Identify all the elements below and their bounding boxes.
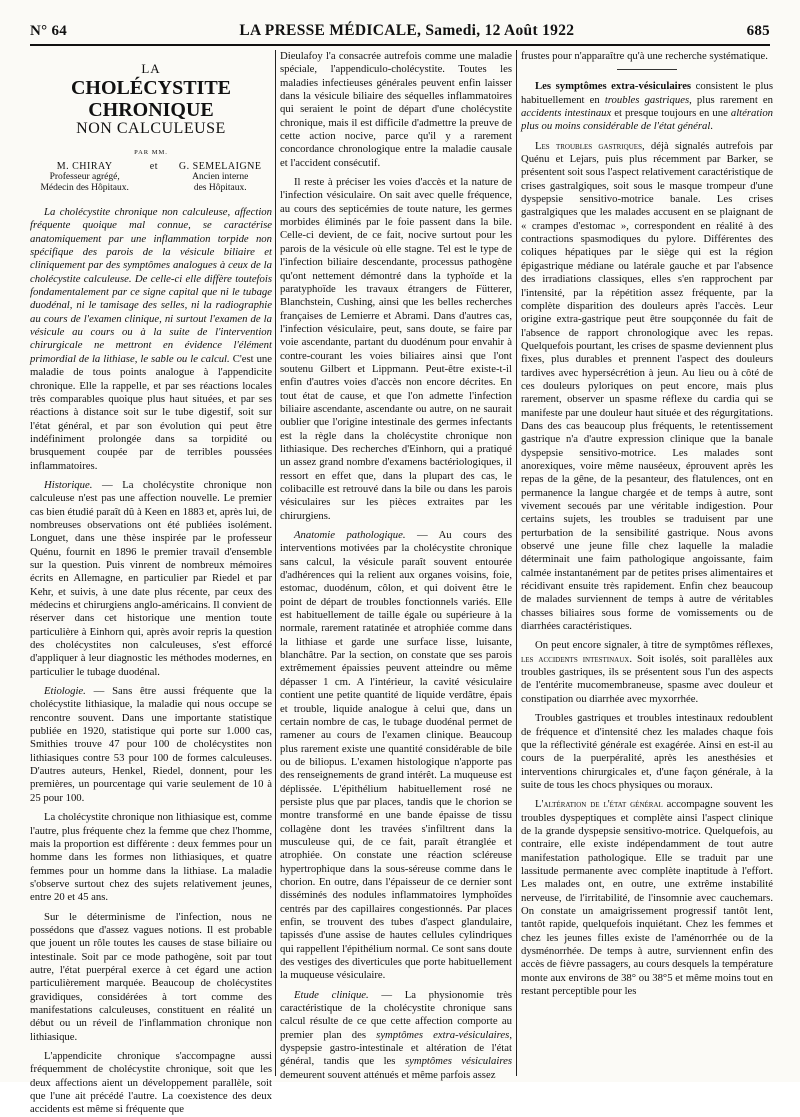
running-header (30, 20, 770, 42)
column-divider (516, 50, 517, 1076)
column-3 (521, 50, 773, 1076)
author-role: Ancien interne (192, 172, 249, 183)
body-paragraph: Dieulafoy l'a consacrée autrefois comme une maladie spéciale, l'appendiculo-cholécystite. Toutes les maladies infectieuses générales peuvent enfin laisser dans la vésicule biliaire des séquelles inflammatoires qui seraient le point de départ d'une cholécystite chronique, mais il est difficile d'admettre la preuve de cette action nocive, parce qu'il y a rarement concordance chronologique entre la maladie causale et l'accident consécutif. (280, 50, 512, 169)
page-number: 685 (746, 22, 770, 39)
body-paragraph: La cholécystite chronique non lithiasique est, comme l'autre, plus fréquente chez la femme que chez l'homme, mais la proportion est différente : deux femmes pour un homme dans les formes non lithiasiques, et quatre femmes pour un homme dans la lithiase. La maladie s'observe surtout chez des sujets relativement jeunes, entre 20 et 45 ans. (30, 811, 272, 904)
article-pretitle: LA (141, 61, 161, 76)
author-role: des Hôpitaux. (193, 183, 247, 194)
header-rule (30, 44, 770, 46)
column-divider (275, 50, 276, 1076)
anatomie-paragraph: Anatomie pathologique. — Au cours des interventions motivées par la cholécystite chronique sans calcul, la vésicule paraît souvent entourée d'adhérences qui la relient aux organes voisins, foie, estomac, duodénum, côlon, et qui doivent être le point de départ de troubles fonctionnels variés. Elle est habituellement de taille égale ou supérieure à la normale, rarement ratatinée et atrophiée comme dans la lithiase et garde une surface lisse, luisante, blanchâtre. Par la section, on constate que ses parois extrêmement épaissies peuvent atteindre ou même dépasser 1 cm. A l'intérieur, la cavité vésiculaire contient une petite quantité de liquide verdâtre, épais et trouble, liquide analogue à celui que, dans un certain nombre de cas, le tubage duodénal permet de ramener au cours de l'examen clinique. Beaucoup plus rarement existe une quantité considérable de bile ou de biliopus. L'examen histologique n'apporte pas des renseignements de grand intérêt. La muqueuse est déplissée. L'épithélium habituellement rosé ne persiste plus que par places, tandis que le chorion se montre transformé en une bande épaisse de tissu collagène dont les travées s'infiltrent dans la musculeuse qui, de ce fait, paraît étranglée et atrophiée. On constate une réaction scléreuse hypertrophique dans la sous-séreuse comme dans le chorion. En outre, dans l'épaisseur de ce dernier sont disséminés des nodules inflammatoires lymphoïdes centrés par des capillaires congestionnés. Par places enfin, se trouvent des tubes d'aspect glandulaire, tapissés d'une assise de hautes cellules cylindriques qui rappellent l'épithélium normal. Ce sont sans doute des vestiges des diverticules que porte habituellement la muqueuse vésiculaire. (280, 529, 512, 982)
abstract-paragraph: La cholécystite chronique non calculeuse, affection fréquente quoique mal connue, se caractérise anatomiquement par une inflammation torpide non spécifique des parois de la vésicule biliaire et cliniquement par des symptômes analogues à ceux de la cholécystite calculeuse. De celle-ci elle diffère toutefois fondamentalement par ce signe capital que ni le tubage duodénal, ni le tamisage des selles, ni la radiographie au cours de l'examen clinique, ni surtout l'examen de la vésicule au cours ou à la suite de l'intervention chirurgicale ne mettront en évidence l'élément primordial de la lithiase, le sable ou le calcul. C'est une maladie de tous points analogue à l'appendicite chronique. Elle la rappelle, et par ses réactions locales très comparables quoique plus haut situées, et par ses réactions à distance soit sur le tube digestif, soit sur l'état général, et par son évolution qui peut être indéfiniment prolongée dans sa torpidité ou brusquement coupée par de terribles poussées inflammatoires. (30, 206, 273, 472)
small-caps-heading: les accidents intestinaux (521, 652, 630, 665)
body-paragraph: Sur le déterminisme de l'infection, nous ne possédons que d'assez vagues notions. Il est probable que jouent un rôle toutes les causes de stase biliaire ou intestinale. Soit par ce mode pathogène, soit par tout autre, l'état puerpéral exerce à cet égard une action particulièrement marquée. Beaucoup de cholécystites gravidiques, considérées à tort comme des manifestations calculeuses, constituent en réalité un début ou un réveil de l'inflammation chronique non lithiasique. (30, 910, 272, 1043)
section-heading: Historique. (44, 478, 93, 491)
issue-number: N° 64 (30, 22, 68, 39)
author-name: M. CHIRAY (56, 161, 113, 173)
journal-title: LA PRESSE MÉDICALE, Samedi, 12 Août 1922 (239, 22, 575, 39)
author-role: Médecin des Hôpitaux. (40, 183, 129, 194)
body-paragraph: Il reste à préciser les voies d'accès et la nature de l'infection vésiculaire. On sait avec quelle fréquence, au cours des septicémies de toute nature, les germes morbides éliminés par le foie passent dans la bile. Celle-ci devient, de ce fait, nocive surtout pour les parois de la vésicule où elle stagne. Tel est le type de l'infection biliaire descendante, processus pathogène qu'ont nettement démontré dans la typhoïde et la paratyphoïde les travaux étrangers de Fütterer, Blanchstein, Cushing, ainsi que les belles recherches françaises de Lemierre et Abrami. Dans d'autres cas, l'infection vésiculaire, peut, sans doute, se faire par voie ascendante, partant du duodénum pour envahir à contre-courant les voies biliaires ainsi que l'ont soutenu Gilbert et Lippmann. Peut-être existe-t-il enfin d'autres voies d'accès non encore décrites. En tout état de cause, et que l'on admette l'infection biliaire ascendante, ascendante ou autre, on ne saurait oublier que l'origine intestinale des germes infectants est la règle dans la cholécystite chronique non lithiasique. Des recherches d'Einhorn, qui a pratiqué un assez grand nombre d'examens bactériologiques, il ressort en effet que, dans la plupart des cas, le colibacille est retrouvé dans la bile ou dans les parois vésiculaires sur les pièces extraites par les chirurgiens. (280, 176, 512, 522)
etat-general-paragraph: L'altération de l'état général accompagne souvent les troubles dyspeptiques et complète ainsi l'aspect clinique de la grande dyspepsie sensitivo-motrice. Quelquefois, au contraire, elle existe indépendamment de tout autre manifestation pathologique. Elle se traduit par une lassitude permanente avec complète inaptitude à l'effort. Les malades ont, en outre, une extrême instabilité nerveuse, de l'irritabilité, de l'insomnie avec cauchemars. On constate un amaigrissement progressif tantôt lent, tantôt rapide, quelquefois inquiétant. Chez les femmes et chez les jeunes filles existe de l'aménorrhée ou de la dysménorrhée. De temps à autre, surviennent enfin des accès de fièvre passagers, au cours desquels la température monte aux environs de 38° ou 38°5 et même moins tout en restant perceptible pour les (521, 798, 773, 998)
subsection-heading: Les symptômes extra-vésiculaires (535, 80, 692, 93)
author-role: Professeur agrégé, (49, 172, 120, 183)
etiologie-paragraph: Etiologie. — Sans être aussi fréquente que la cholécystite lithiasique, la maladie qui nous occupe se rencontre souvent. Dans une importante statistique publiée en 1920, statistique qui porte sur 1.000 cas, Smithies trouve 47 pour 100 de cholécystites non lithiasiques contre 53 pour 100 de formes calculeuses. D'autres auteurs, Henkel, Riedel, donnent, pour les premières, un pourcentage qui varie seulement de 10 à 25 pour 100. (30, 685, 272, 804)
author-name: G. SEMELAIGNE (178, 161, 262, 173)
section-divider (617, 69, 677, 70)
byline-par: PAR MM. (134, 148, 168, 156)
body-paragraph: Troubles gastriques et troubles intestinaux redoublent de fréquence et d'intensité chez les malades chaque fois que la réflectivité générale est exagérée. Ainsi en est-il au cours de la puerpéralité, après les anesthésies et interventions chirurgicales et, d'une façon générale, à la suite de tous les chocs physiques ou moraux. (521, 712, 773, 791)
column-1 (30, 50, 273, 1116)
article-title: CHOLÉCYSTITE CHRONIQUE (70, 77, 232, 122)
authors (30, 161, 272, 194)
author-conjunction: et (149, 161, 158, 173)
body-paragraph: frustes pour n'apparaître qu'à une recherche systématique. (521, 50, 768, 62)
column-2 (280, 50, 512, 1081)
article-subtitle: NON CALCULEUSE (76, 120, 226, 138)
troubles-intestinaux-paragraph: On peut encore signaler, à titre de symptômes réflexes, les accidents intestinaux. Soit isolés, soit parallèles aux troubles gastriques, ils se présentent sous l'un des aspects de l'entérite mucomembraneuse, spasme avec douleur et constipation ou diarrhée avec myxorrhée. (521, 639, 774, 705)
clinique-paragraph: Etude clinique. — La physionomie très caractéristique de la cholécystite chronique sans calcul résulte de ce que cette affection comporte au premier plan des symptômes extra-vésiculaires, dyspepsie gastro-intestinale et altération de l'état général, tandis que les symptômes vésiculaires demeurent souvent atténués et même parfois assez (280, 988, 512, 1081)
historique-paragraph: Historique. — La cholécystite chronique non calculeuse n'est pas une affection nouvelle. Le premier cas bien étudié paraît dû à Keen en 1883 et, après lui, de nombreuses observations ont été publiées isolément. Longuet, dans une thèse inspirée par le professeur Quénu, fournit en 1896 le premier travail d'ensemble sur la question. Puis vinrent de nombreux mémoires écrits en Allemagne, en particulier par Riedel et par Kehr, et suivis, à une date plus récente, par ceux des médecins et chirurgiens anglo-américains. Il convient de réserver dans cet historique une mention toute particulière à Einhorn qui, après avoir repris la question des cholécystites non calculeuses, s'est efforcé d'appliquer à leur diagnostic les méthodes modernes, en particulier le tubage duodénal. (30, 478, 272, 678)
author-2 (179, 161, 262, 194)
extra-vesiculaires-paragraph: Les symptômes extra-vésiculaires consistent le plus habituellement en troubles gastriques, plus rarement en accidents intestinaux et presque toujours en une altération plus ou moins considérable de l'état général. (521, 80, 774, 133)
small-caps-heading: L'altération de l'état général (535, 798, 663, 811)
section-heading: Anatomie pathologique. (294, 529, 406, 542)
small-caps-heading: Les troubles gastriques (535, 139, 642, 152)
troubles-gastriques-paragraph: Les troubles gastriques, déjà signalés autrefois par Quénu et Lejars, puis plus récemment par Barker, se présentent soit sous l'aspect relativement caractéristique de crises gastralgiques, soit sous le masque trompeur d'une dyspepsie sensitivo-motrice banale. Les crises gastralgiques que les malades accusent en se plaignant de « crampes d'estomac », correspondent en réalité à des contractions spasmodiques du pylore. Différentes des coliques hépatiques par le siège qui est la région épigastrique médiane ou latérale gauche et par l'absence des irradiations classiques, elles s'en rapprochent par l'intensité, par la répétition assez fréquente, par la complète disparition des douleurs après l'accès. Leur origine extra-gastrique peut être soupçonnée du fait de l'absence de rapport chronologique avec les repas. Quelquefois pourtant, les crises de spasme deviennent plus fixes, plus durables et prennent l'aspect des douleurs tardives avec hypersécrétion à jeun. Au lieu ou à côté de ces douleurs pyloriques on peut encore, mais plus rarement, observer un spasme réflexe du cardia qui se manifeste par une douleur haut située et des régurgitations. Dans des cas beaucoup plus fréquents, le retentissement gastrique n'a d'autre expression clinique que la banale dyspepsie sensitivo-motrice. Les malades sont anorexiques, voire même nauséeux, éprouvent après les repas de la gêne, de la pesanteur, des flatulences, ont en permanence la langue chargée et de temps à autre, sont vivement secoués par une véritable indigestion. Pour certains sujets, les troubles se traduisent par une perturbation de la sensibilité gastrique. Nous avons observé une jeune fille chez laquelle la maladie déterminait une faim pathologique angoissante, faim calmée instantanément par de petites prises alimentaires et récidivant ensuite très rapidement. Enfin chez beaucoup de malades surviennent de temps à autre de véritables chasses biliaires sous forme de vomissements ou de diarrhées caractéristiques. (521, 139, 773, 633)
author-1 (40, 161, 128, 194)
section-heading: Etude clinique. (294, 988, 369, 1001)
body-paragraph: L'appendicite chronique s'accompagne aussi fréquemment de cholécystite chronique, soit que les deux affections aient un développement parallèle, soit que l'une ait précédé l'autre. La coexistence des deux accidents est même si fréquente que (30, 1050, 272, 1116)
section-heading: Etiologie. (44, 685, 86, 698)
